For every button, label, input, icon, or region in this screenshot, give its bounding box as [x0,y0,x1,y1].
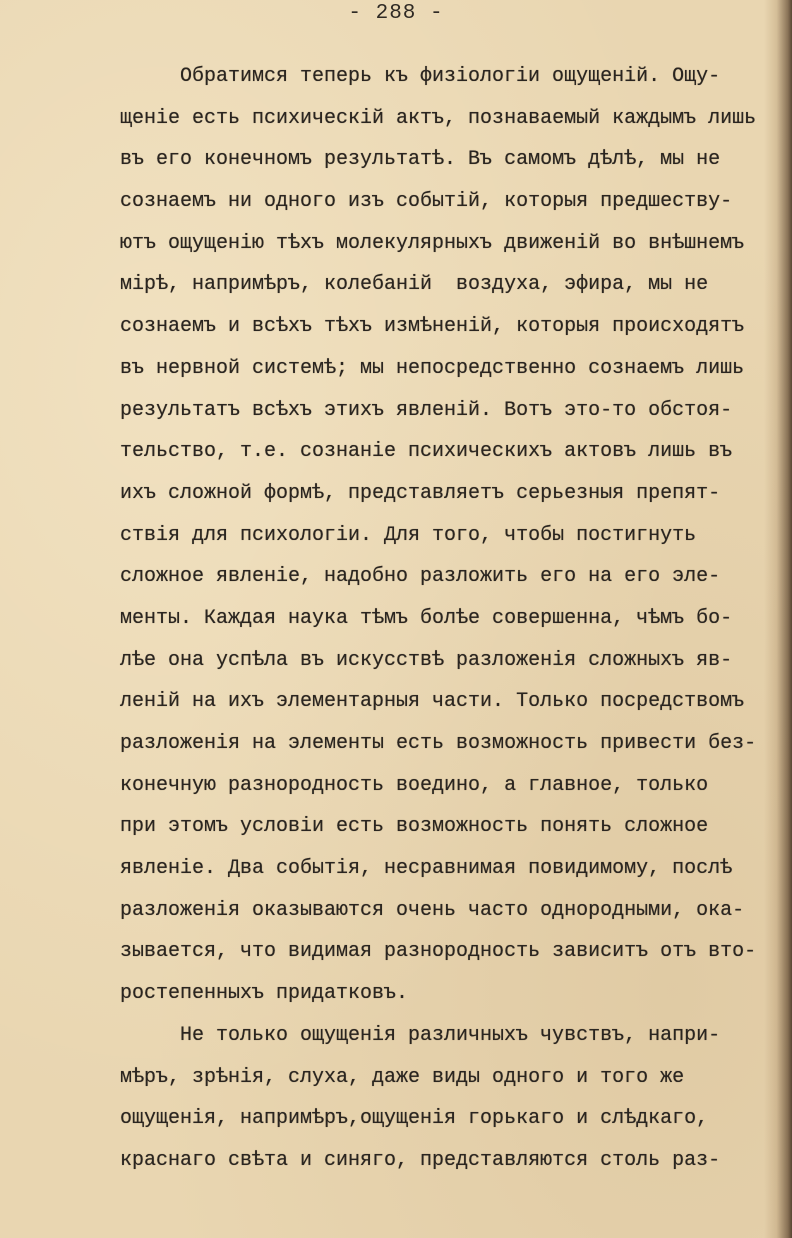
text-line: зывается, что видимая разнородность зависитъ отъ вто- [120,940,757,964]
text-line: ихъ сложной формѣ, представляетъ серьезныя препят- [120,481,721,505]
text-line: мiрѣ, напримѣръ, колебанiй воздуха, эфира, мы не [120,273,709,297]
text-line: ствiя для психологiи. Для того, чтобы постигнуть [120,523,697,547]
text-line: краснаго свѣта и синяго, представляются столь раз- [120,1148,721,1172]
text-line: менты. Каждая наука тѣмъ болѣе совершенна, чѣмъ бо- [120,606,733,630]
text-line: въ нервной системѣ; мы непосредственно сознаемъ лишь [120,356,745,380]
text-line: ютъ ощущенiю тѣхъ молекулярныхъ движенiй во внѣшнемъ [120,231,745,255]
text-line: сознаемъ ни одного изъ событiй, которыя предшеству- [120,190,733,214]
text-line: въ его конечномъ результатѣ. Въ самомъ дѣлѣ, мы не [120,148,721,172]
text-line: сознаемъ и всѣхъ тѣхъ измѣненiй, которыя происходятъ [120,315,745,339]
text-line: ростепенныхъ придатковъ. [120,982,409,1006]
page-edge-shadow [764,0,792,1238]
text-line: сложное явленiе, надобно разложить его на его эле- [120,565,721,589]
text-line: конечную разнородность воедино, а главное, только [120,773,709,797]
text-line: тельство, т.е. сознанiе психическихъ актовъ лишь въ [120,440,733,464]
text-line: ленiй на ихъ элементарныя части. Только посредствомъ [120,690,745,714]
text-line: результатъ всѣхъ этихъ явленiй. Вотъ это-то обстоя- [120,398,733,422]
text-line: Не только ощущенiя различныхъ чувствъ, напри- [180,1023,721,1047]
page-number: - 288 - [348,2,444,25]
text-line: при этомъ условiи есть возможность понять сложное [120,815,709,839]
text-line: лѣе она успѣла въ искусствѣ разложенiя сложныхъ яв- [120,648,733,672]
body-text [120,56,780,1182]
text-line: разложенiя оказываются очень часто однородными, ока- [120,898,745,922]
text-line: ощущенiя, напримѣръ,ощущенiя горькаго и слѣдкаго, [120,1107,709,1131]
text-line: разложенiя на элементы есть возможность привести без- [120,732,757,755]
text-line: щенiе есть психическiй актъ, познаваемый каждымъ лишь [120,106,757,130]
text-line: Обратимся теперь къ физiологiи ощущенiй. Ощу- [180,65,721,88]
text-line: явленiе. Два событiя, несравнимая повидимому, послѣ [120,857,733,881]
text-line: мѣръ, зрѣнiя, слуха, даже виды одного и того же [120,1065,685,1089]
